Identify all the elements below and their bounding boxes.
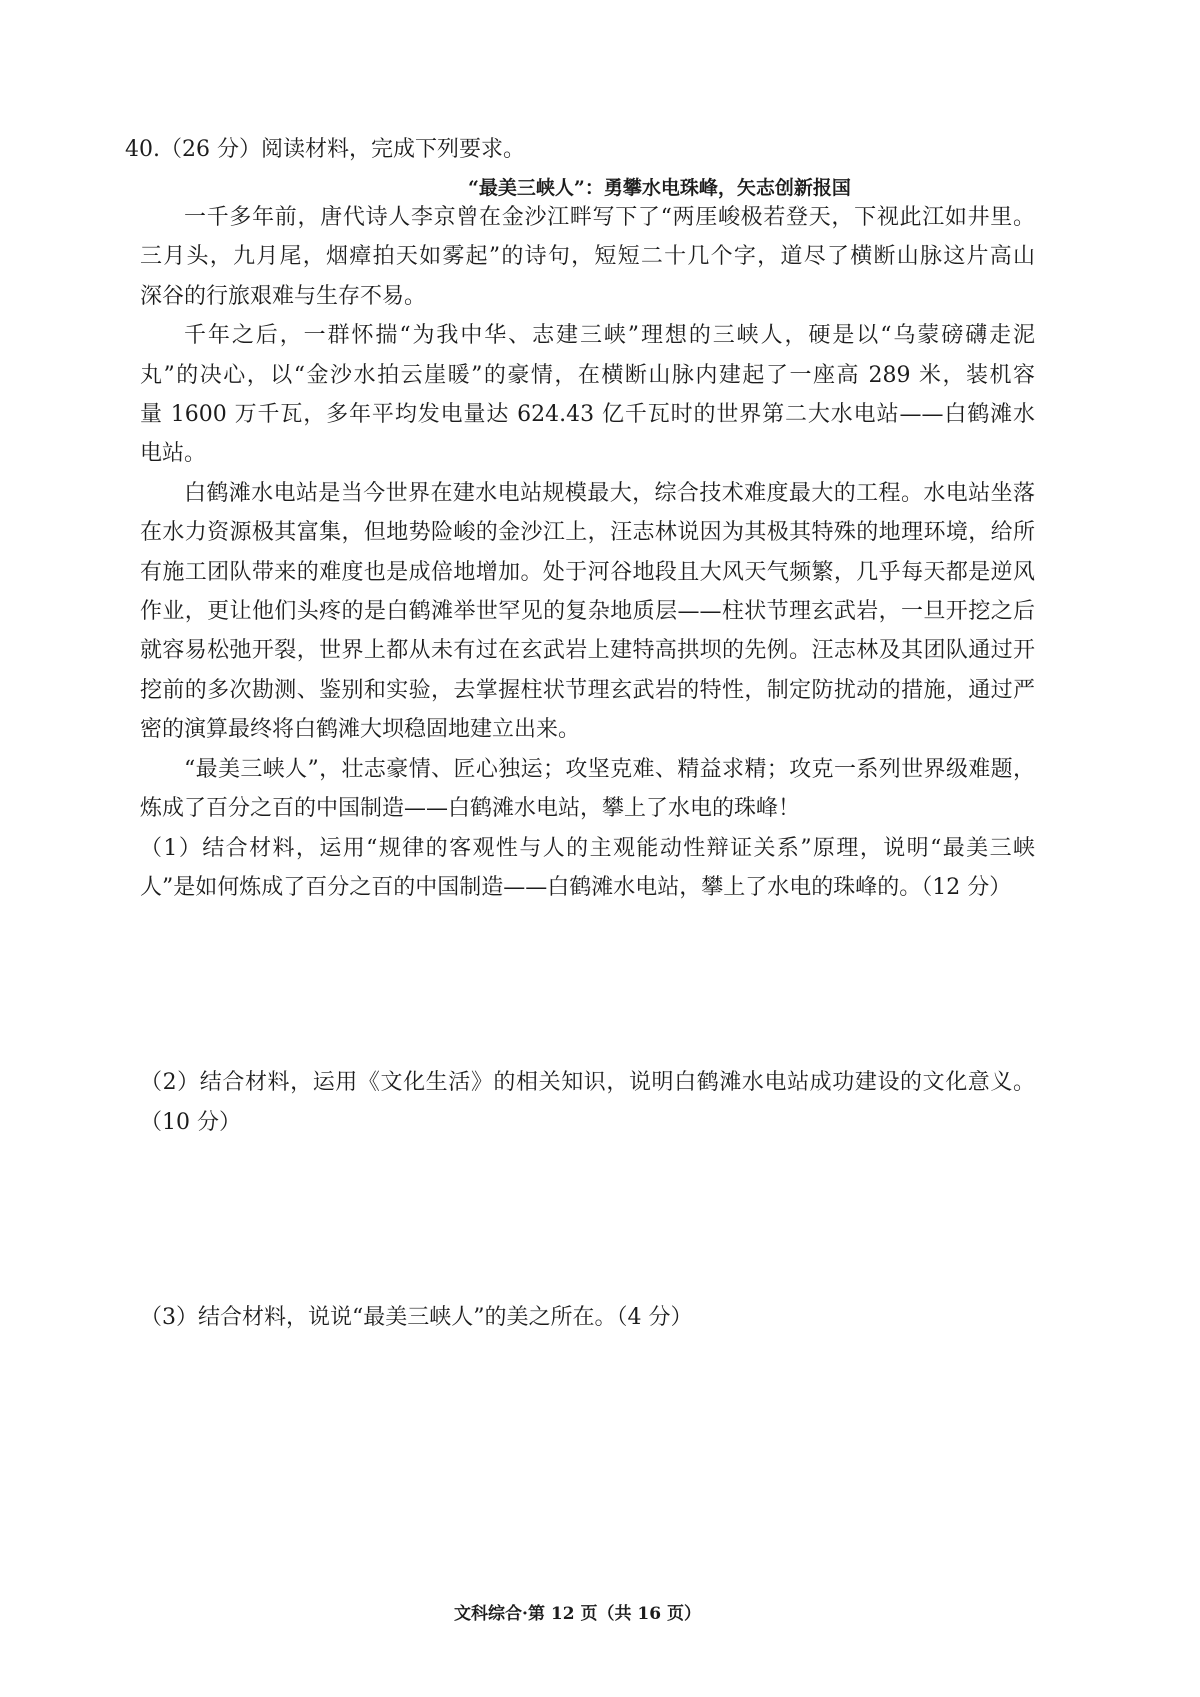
text-line: 在水力资源极其富集，但地势险峻的金沙江上，汪志林说因为其极其特殊的地理环境，给所 [140,520,1035,546]
text-line: 电站。 [140,441,207,467]
text-line: （1）结合材料，运用“规律的客观性与人的主观能动性辩证关系”原理，说明“最美三峡 [140,835,1035,861]
text-line: 就容易松弛开裂，世界上都从未有过在玄武岩上建特高拱坝的先例。汪志林及其团队通过开 [140,638,1035,664]
text-line: 白鹤滩水电站是当今世界在建水电站规模最大，综合技术难度最大的工程。水电站坐落 [184,480,1035,506]
material-paragraph [140,750,1035,829]
text-line: “最美三峡人”，壮志豪情、匠心独运；攻坚克难、精益求精；攻克一系列世界级难题， [184,756,1035,782]
text-line: （2）结合材料，运用《文化生活》的相关知识，说明白鹤滩水电站成功建设的文化意义。 [140,1070,1035,1096]
text-line: 深谷的行旅艰难与生存不易。 [140,283,427,309]
question-40 [125,132,1035,1338]
text-line: 密的演算最终将白鹤滩大坝稳固地建立出来。 [140,717,581,743]
sub-question-3 [140,1298,1035,1337]
text-line: 一千多年前，唐代诗人李京曾在金沙江畔写下了“两厓峻极若登天，下视此江如井里。 [184,205,1035,230]
text-line: 量 1600 万千瓦，多年平均发电量达 624.43 亿千瓦时的世界第二大水电站——白鹤滩水 [140,402,1035,428]
text-line: 作业，更让他们头疼的是白鹤滩举世罕见的复杂地质层——柱状节理玄武岩，一旦开挖之后 [140,599,1035,625]
text-line: 炼成了百分之百的中国制造——白鹤滩水电站，攀上了水电的珠峰！ [140,796,801,822]
text-line: （10 分） [140,1109,241,1135]
page-footer: 文科综合·第 12 页（共 16 页） [454,1604,701,1624]
question-header: 40.（26 分）阅读材料，完成下列要求。 [125,137,525,162]
text-line: 挖前的多次勘测、鉴别和实验，去掌握柱状节理玄武岩的特性，制定防扰动的措施，通过严 [140,677,1035,703]
text-line: 三月头，九月尾，烟瘴拍天如雾起”的诗句，短短二十几个字，道尽了横断山脉这片高山 [140,244,1035,270]
sub-question-2 [140,1063,1035,1142]
answer-space [140,907,1035,1063]
material-paragraph [140,198,1035,316]
answer-space [140,1142,1035,1298]
text-line: 人”是如何炼成了百分之百的中国制造——白鹤滩水电站，攀上了水电的珠峰的。（12 分） [140,874,1012,900]
sub-question-1 [140,829,1035,908]
text-line: （3）结合材料，说说“最美三峡人”的美之所在。（4 分） [140,1305,693,1331]
material-text [140,198,1035,829]
material-paragraph [140,474,1035,750]
material-title: “最美三峡人”：勇攀水电珠峰，矢志创新报国 [468,177,851,199]
text-line: 千年之后，一群怀揣“为我中华、志建三峡”理想的三峡人，硬是以“乌蒙磅礴走泥 [184,323,1035,349]
text-line: 有施工团队带来的难度也是成倍地增加。处于河谷地段且大风天气频繁，几乎每天都是逆风 [140,559,1035,585]
material-paragraph [140,316,1035,474]
text-line: 丸”的决心，以“金沙水拍云崖暖”的豪情，在横断山脉内建起了一座高 289 米，装机容 [140,362,1035,388]
